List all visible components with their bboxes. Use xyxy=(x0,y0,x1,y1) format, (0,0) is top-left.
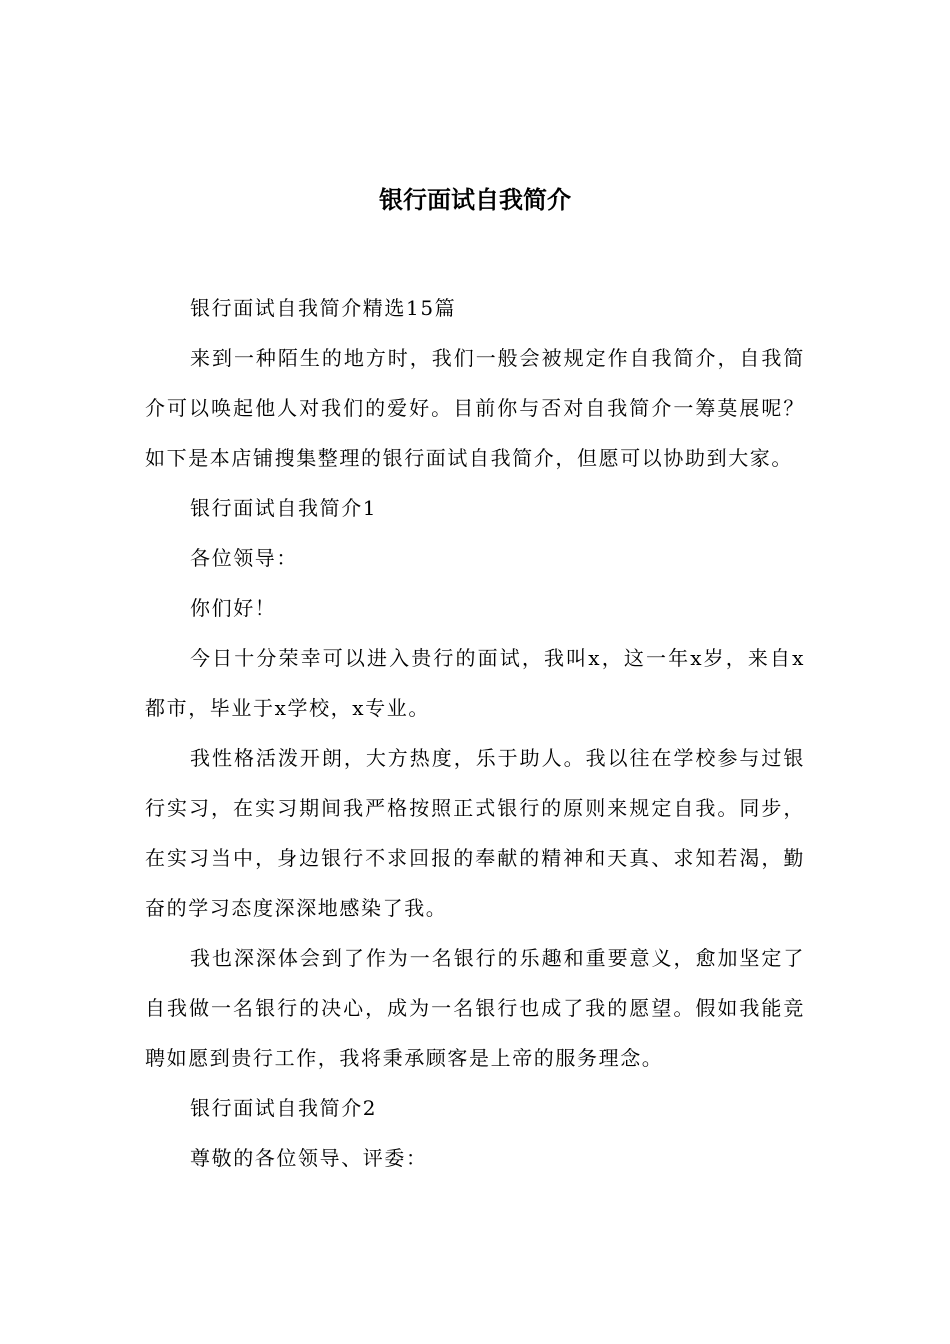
section-heading-1: 银行面试自我简介1 xyxy=(190,496,378,520)
section-heading-2: 银行面试自我简介2 xyxy=(190,1096,378,1120)
paragraph-personality: 我性格活泼开朗，大方热度，乐于助人。我以往在学校参与过银行实习，在实习期间我严格按照正式银行的原则来规定自我。同步，在实习当中，身边银行不求回报的奉献的精神和天真、求知若渴，勤奋的学习态度深深地感染了我。 xyxy=(145,746,805,920)
paragraph-self-intro: 今日十分荣幸可以进入贵行的面试，我叫x，这一年x岁，来自x都市，毕业于x学校，x专业。 xyxy=(145,646,805,720)
greeting: 你们好！ xyxy=(190,596,277,620)
paragraph-aspiration: 我也深深体会到了作为一名银行的乐趣和重要意义，愈加坚定了自我做一名银行的决心，成为一名银行也成了我的愿望。假如我能竞聘如愿到贵行工作，我将秉承顾客是上帝的服务理念。 xyxy=(145,946,805,1070)
document-body xyxy=(145,283,805,1183)
salutation-2: 尊敬的各位领导、评委： xyxy=(190,1146,428,1170)
salutation-1: 各位领导： xyxy=(190,546,298,570)
document-title: 银行面试自我简介 xyxy=(379,186,571,214)
paragraph-intro: 来到一种陌生的地方时，我们一般会被规定作自我简介，自我简介可以唤起他人对我们的爱好。目前你与否对自我简介一筹莫展呢？如下是本店铺搜集整理的银行面试自我简介，但愿可以协助到大家。 xyxy=(145,346,805,470)
paragraph-subtitle: 银行面试自我简介精选15篇 xyxy=(190,296,457,320)
